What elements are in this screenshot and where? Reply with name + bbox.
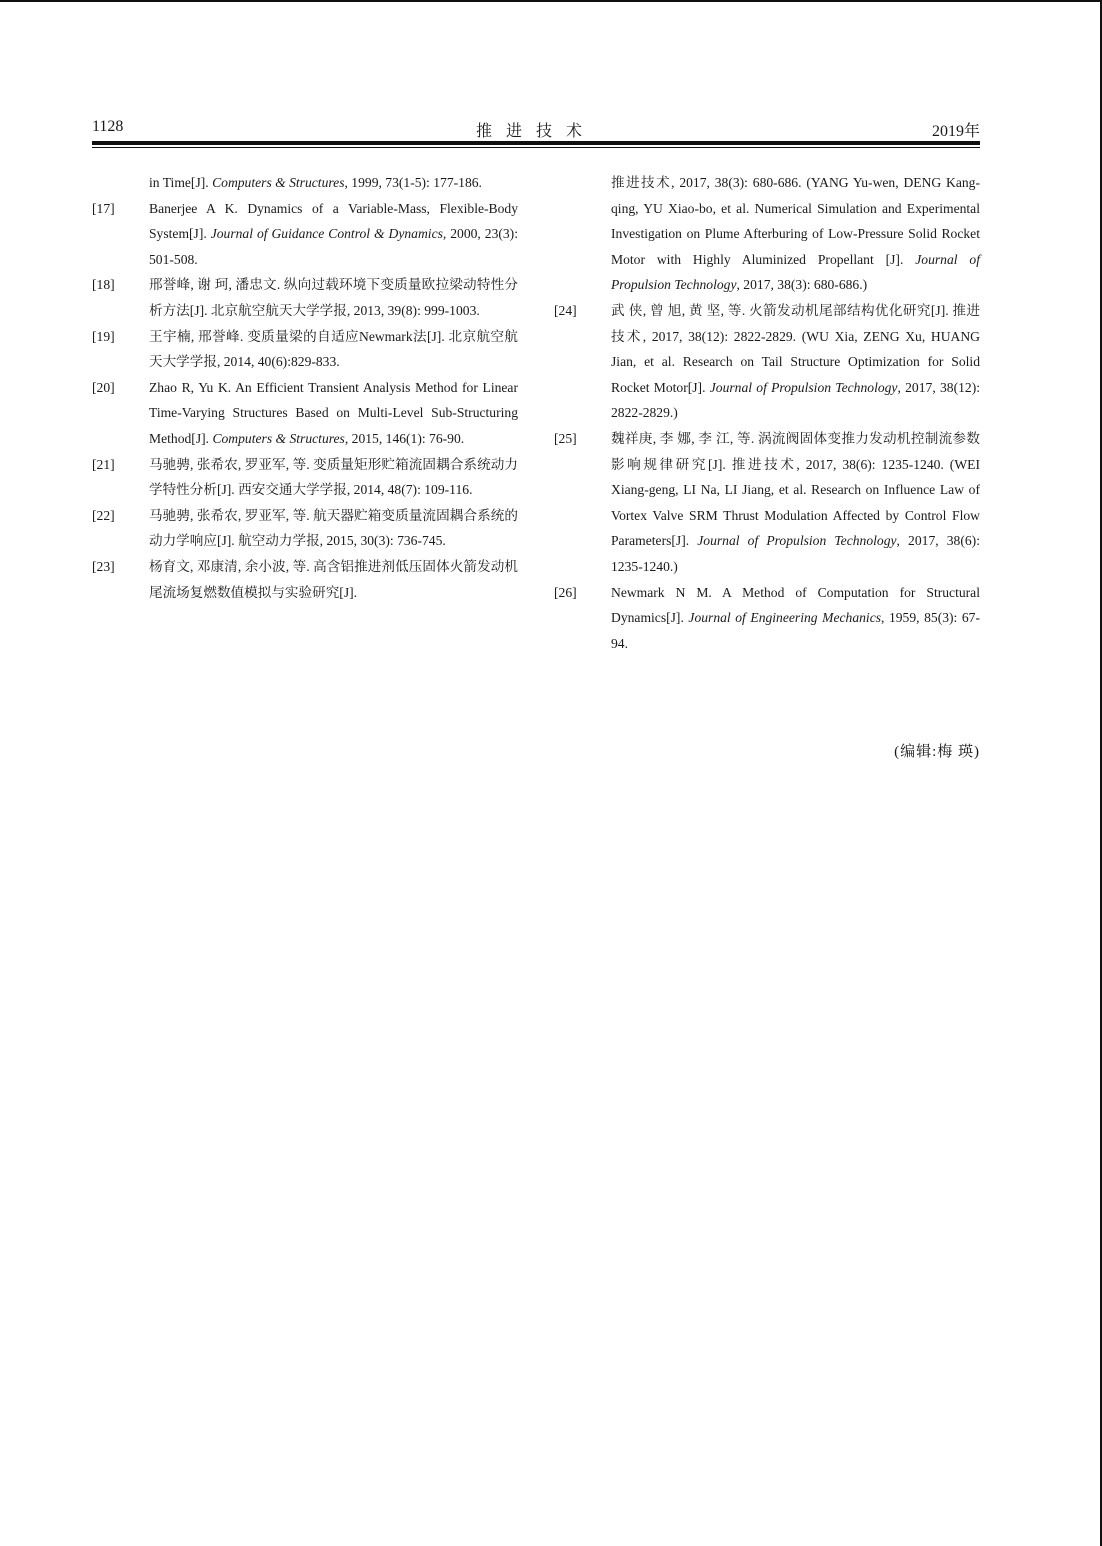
reference-number: [19] [92,328,115,344]
reference-number: [17] [92,200,115,216]
editor-credit: (编辑:梅 瑛) [894,744,980,760]
journal-title: 推进技术 [475,123,596,140]
reference-number: [25] [554,430,577,446]
reference-entry: [25] 魏祥庚, 李 娜, 李 江, 等. 涡流阀固体变推力发动机控制流参数影响规律研究[J]. 推进技术, 2017, 38(6): 1235-1240. (WEI Xiang-geng, LI Na, LI Jiang, et al. Research on Influence Law of Vortex Valve SRM Thrust Modulation Affected by Control Flow Parameters[J]. Journal of Propulsion Technology, 2017, 38(6): 1235-1240.) [554,426,980,580]
reference-entry: [17] Banerjee A K. Dynamics of a Variable-Mass, Flexible-Body System[J]. Journal of Guidance Control & Dynamics, 2000, 23(3): 501-508. [92,196,518,273]
reference-number: [22] [92,507,115,523]
reference-column-left [92,170,518,605]
reference-entry: [23] 杨育文, 邓康清, 余小波, 等. 高含铝推进剂低压固体火箭发动机尾流场复燃数值模拟与实验研究[J]. [92,554,518,605]
reference-number: [24] [554,302,577,318]
page-number: 1128 [92,118,124,135]
reference-entry: [19] 王宇楠, 邢誉峰. 变质量梁的自适应Newmark法[J]. 北京航空航天大学学报, 2014, 40(6):829-833. [92,324,518,375]
header-rule-thick [92,141,980,145]
reference-entry: [22] 马驰骋, 张希农, 罗亚军, 等. 航天器贮箱变质量流固耦合系统的动力学响应[J]. 航空动力学报, 2015, 30(3): 736-745. [92,503,518,554]
reference-entry: [18] 邢誉峰, 谢 珂, 潘忠文. 纵向过载环境下变质量欧拉梁动特性分析方法[J]. 北京航空航天大学学报, 2013, 39(8): 999-1003. [92,272,518,323]
reference-continuation: 推进技术, 2017, 38(3): 680-686. (YANG Yu-wen, DENG Kang-qing, YU Xiao-bo, et al. Numerical Simulation and Experimental Investigation on Plume Afterburing of Low-Pressure Solid Rocket Motor with Highly Aluminized Propellant [J]. Journal of Propulsion Technology, 2017, 38(3): 680-686.) [611,175,980,293]
reference-number: [20] [92,379,115,395]
reference-entry: [21] 马驰骋, 张希农, 罗亚军, 等. 变质量矩形贮箱流固耦合系统动力学特性分析[J]. 西安交通大学学报, 2014, 48(7): 109-116. [92,452,518,503]
reference-number: [26] [554,584,577,600]
reference-entry: [26] Newmark N M. A Method of Computation for Structural Dynamics[J]. Journal of Engineering Mechanics, 1959, 85(3): 67-94. [554,580,980,657]
reference-column-right [554,170,980,656]
page-border-top [0,0,1102,2]
reference-entry: [24] 武 侠, 曾 旭, 黄 坚, 等. 火箭发动机尾部结构优化研究[J]. 推进技术, 2017, 38(12): 2822-2829. (WU Xia, ZENG Xu, HUANG Jian, et al. Research on Tail Structure Optimization for Solid Rocket Motor[J]. Journal of Propulsion Technology, 2017, 38(12): 2822-2829.) [554,298,980,426]
reference-entry: [20] Zhao R, Yu K. An Efficient Transient Analysis Method for Linear Time-Varying Structures Based on Multi-Level Sub-Structuring Method[J]. Computers & Structures, 2015, 146(1): 76-90. [92,375,518,452]
reference-number: [21] [92,456,115,472]
reference-continuation: in Time[J]. Computers & Structures, 1999, 73(1-5): 177-186. [149,175,482,190]
header-rule-thin [92,147,980,148]
running-header [92,114,980,144]
reference-number: [18] [92,277,115,293]
issue-year: 2019年 [931,123,980,140]
reference-number: [23] [92,558,115,574]
